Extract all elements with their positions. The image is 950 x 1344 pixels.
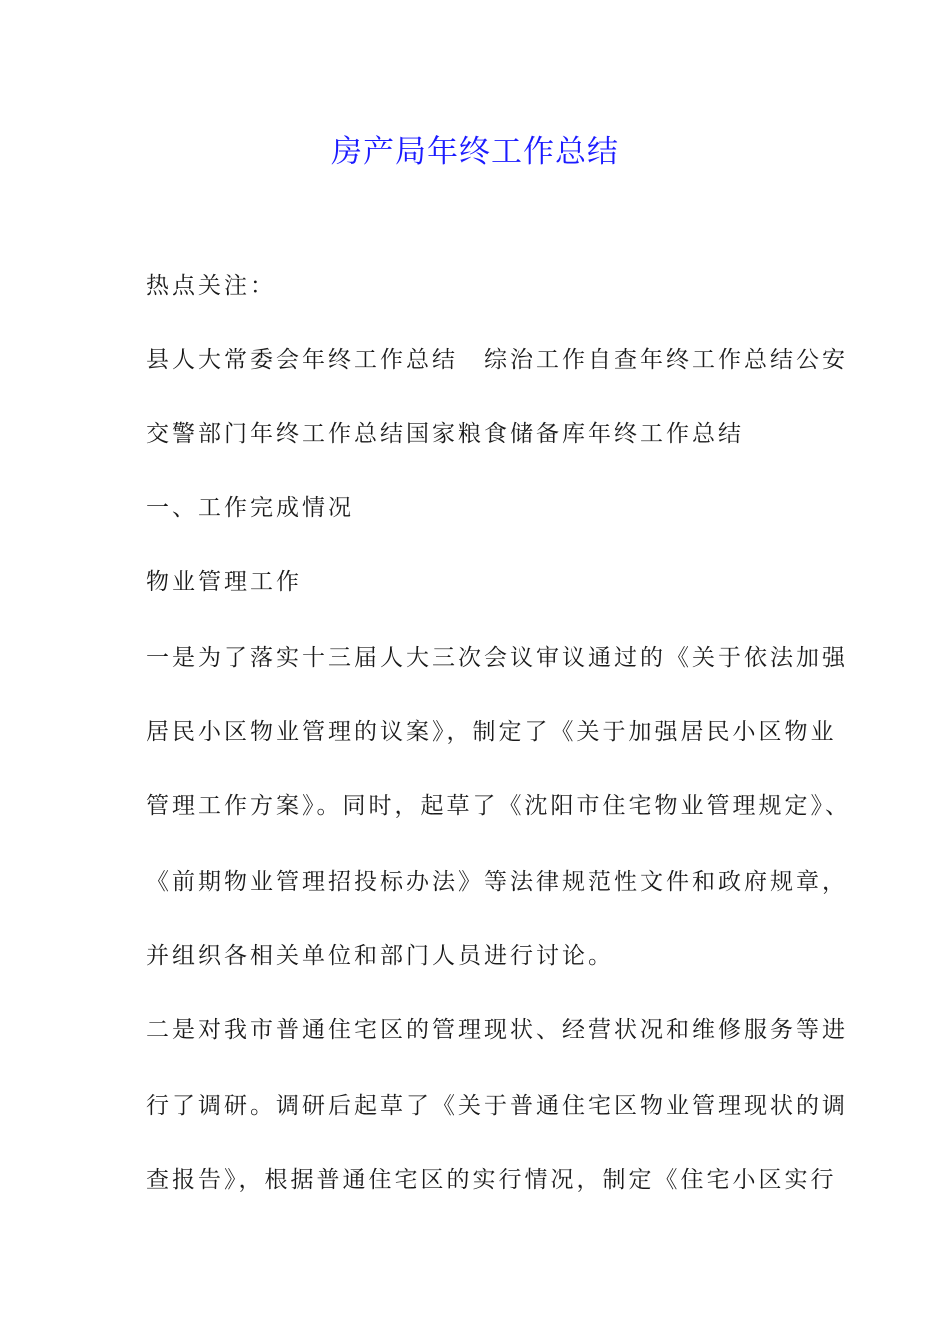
related-links-line-2: 交警部门年终工作总结国家粮食储备库年终工作总结	[146, 421, 744, 447]
body-text-line: 居民小区物业管理的议案》，制定了《关于加强居民小区物业	[146, 719, 837, 745]
body-text-line: 一是为了落实十三届人大三次会议审议通过的《关于依法加强	[146, 645, 848, 671]
subsection-heading: 物业管理工作	[146, 569, 302, 595]
body-text-line: 《前期物业管理招投标办法》等法律规范性文件和政府规章，	[146, 869, 848, 895]
body-text-line: 二是对我市普通住宅区的管理现状、经营状况和维修服务等进	[146, 1017, 848, 1043]
hot-topics-label: 热点关注：	[146, 273, 276, 299]
section-heading: 一、工作完成情况	[146, 495, 354, 521]
body-text-line: 行了调研。调研后起草了《关于普通住宅区物业管理现状的调	[146, 1093, 848, 1119]
document-title: 房产局年终工作总结	[331, 134, 619, 170]
related-links-line-1: 县人大常委会年终工作总结 综治工作自查年终工作总结公安	[146, 347, 848, 373]
body-text-line: 管理工作方案》。同时，起草了《沈阳市住宅物业管理规定》、	[146, 793, 851, 819]
body-text-line: 查报告》，根据普通住宅区的实行情况，制定《住宅小区实行	[146, 1167, 837, 1193]
body-text-line: 并组织各相关单位和部门人员进行讨论。	[146, 943, 614, 969]
